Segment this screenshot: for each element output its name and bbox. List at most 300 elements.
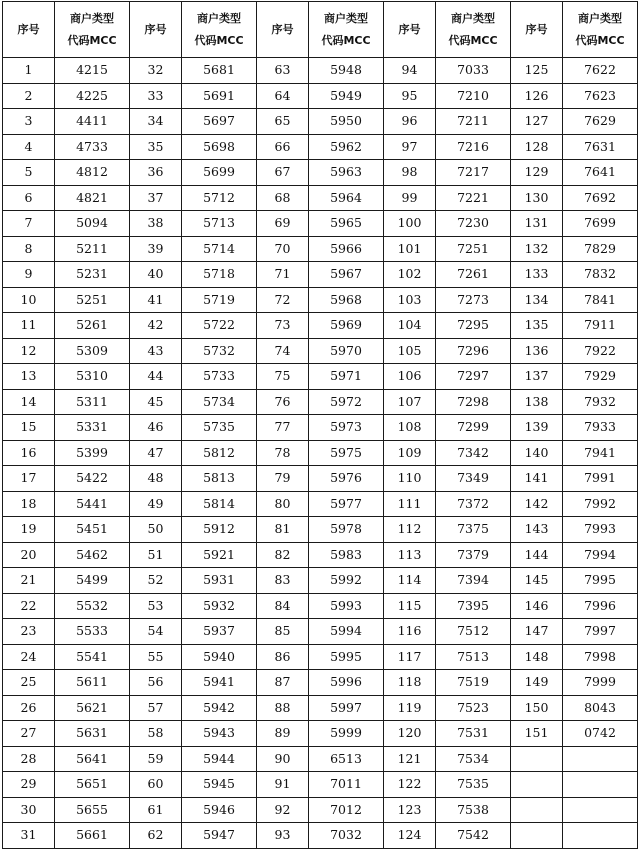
- mcc-code-cell: 7251: [436, 236, 511, 262]
- mcc-code-cell: 5094: [55, 211, 130, 237]
- mcc-code-cell: 5331: [55, 415, 130, 441]
- mcc-code-cell: 5661: [55, 823, 130, 849]
- seq-cell: 128: [511, 134, 563, 160]
- mcc-code-cell: 5655: [55, 797, 130, 823]
- seq-cell: 1: [3, 58, 55, 84]
- seq-cell: 23: [3, 619, 55, 645]
- seq-cell: 89: [257, 721, 309, 747]
- mcc-code-cell: 5975: [309, 440, 384, 466]
- seq-cell: 37: [130, 185, 182, 211]
- header-mcc-line2: 代码MCC: [67, 33, 117, 47]
- mcc-code-cell: 7011: [309, 772, 384, 798]
- mcc-code-cell: 7991: [563, 466, 638, 492]
- mcc-code-cell: 5611: [55, 670, 130, 696]
- seq-cell: 83: [257, 568, 309, 594]
- seq-cell: 104: [384, 313, 436, 339]
- table-row: [3, 415, 638, 441]
- seq-cell: 44: [130, 364, 182, 390]
- table-row: [3, 695, 638, 721]
- mcc-code-cell: 7033: [436, 58, 511, 84]
- seq-cell: 55: [130, 644, 182, 670]
- mcc-code-cell: 5735: [182, 415, 257, 441]
- table-row: [3, 440, 638, 466]
- mcc-code-cell: 7216: [436, 134, 511, 160]
- mcc-code-cell: 5541: [55, 644, 130, 670]
- seq-cell: 147: [511, 619, 563, 645]
- mcc-code-cell: 7523: [436, 695, 511, 721]
- mcc-code-cell: 5399: [55, 440, 130, 466]
- mcc-code-cell: 5714: [182, 236, 257, 262]
- mcc-code-cell: 7832: [563, 262, 638, 288]
- seq-cell: 85: [257, 619, 309, 645]
- mcc-code-cell: 5451: [55, 517, 130, 543]
- mcc-code-cell: 7297: [436, 364, 511, 390]
- table-row: [3, 772, 638, 798]
- seq-cell: 135: [511, 313, 563, 339]
- seq-cell: 76: [257, 389, 309, 415]
- seq-cell: 75: [257, 364, 309, 390]
- seq-cell: 110: [384, 466, 436, 492]
- mcc-code-cell: [563, 797, 638, 823]
- seq-cell: 64: [257, 83, 309, 109]
- seq-cell: 111: [384, 491, 436, 517]
- mcc-code-cell: 5310: [55, 364, 130, 390]
- table-row: [3, 58, 638, 84]
- mcc-code-cell: 5651: [55, 772, 130, 798]
- seq-cell: 48: [130, 466, 182, 492]
- header-mcc: [563, 2, 638, 58]
- seq-cell: 113: [384, 542, 436, 568]
- mcc-code-cell: 7217: [436, 160, 511, 186]
- mcc-code-cell: 5261: [55, 313, 130, 339]
- mcc-code-cell: 7210: [436, 83, 511, 109]
- seq-cell: 47: [130, 440, 182, 466]
- seq-cell: 11: [3, 313, 55, 339]
- seq-cell: 52: [130, 568, 182, 594]
- mcc-code-cell: 5978: [309, 517, 384, 543]
- seq-cell: 140: [511, 440, 563, 466]
- mcc-code-cell: 5641: [55, 746, 130, 772]
- seq-cell: 66: [257, 134, 309, 160]
- seq-cell: 71: [257, 262, 309, 288]
- mcc-code-cell: 7995: [563, 568, 638, 594]
- seq-cell: 27: [3, 721, 55, 747]
- table-row: [3, 364, 638, 390]
- seq-cell: 40: [130, 262, 182, 288]
- seq-cell: 29: [3, 772, 55, 798]
- seq-cell: 87: [257, 670, 309, 696]
- seq-cell: 91: [257, 772, 309, 798]
- mcc-code-cell: 7992: [563, 491, 638, 517]
- mcc-code-cell: 5983: [309, 542, 384, 568]
- seq-cell: 10: [3, 287, 55, 313]
- seq-cell: 58: [130, 721, 182, 747]
- seq-cell: 35: [130, 134, 182, 160]
- table-row: [3, 619, 638, 645]
- mcc-code-cell: 7631: [563, 134, 638, 160]
- seq-cell: 65: [257, 109, 309, 135]
- mcc-code-cell: 5973: [309, 415, 384, 441]
- seq-cell: 19: [3, 517, 55, 543]
- seq-cell: 81: [257, 517, 309, 543]
- mcc-code-cell: 7994: [563, 542, 638, 568]
- seq-cell: 149: [511, 670, 563, 696]
- mcc-code-cell: 7941: [563, 440, 638, 466]
- mcc-code-cell: 7641: [563, 160, 638, 186]
- seq-cell: 117: [384, 644, 436, 670]
- mcc-code-cell: 4812: [55, 160, 130, 186]
- mcc-code-cell: 5912: [182, 517, 257, 543]
- mcc-code-cell: 7296: [436, 338, 511, 364]
- seq-cell: 56: [130, 670, 182, 696]
- seq-cell: 43: [130, 338, 182, 364]
- mcc-code-cell: 5965: [309, 211, 384, 237]
- seq-cell: 134: [511, 287, 563, 313]
- mcc-code-cell: 7829: [563, 236, 638, 262]
- mcc-code-cell: 7933: [563, 415, 638, 441]
- mcc-code-cell: 7534: [436, 746, 511, 772]
- mcc-code-cell: 7342: [436, 440, 511, 466]
- seq-cell: 50: [130, 517, 182, 543]
- table-row: [3, 83, 638, 109]
- seq-cell: 22: [3, 593, 55, 619]
- mcc-code-cell: 7841: [563, 287, 638, 313]
- mcc-code-cell: 7211: [436, 109, 511, 135]
- mcc-code-cell: 7221: [436, 185, 511, 211]
- mcc-code-cell: 5719: [182, 287, 257, 313]
- mcc-code-cell: 5441: [55, 491, 130, 517]
- seq-cell: 88: [257, 695, 309, 721]
- seq-cell: 79: [257, 466, 309, 492]
- table-row: [3, 211, 638, 237]
- mcc-code-cell: 5722: [182, 313, 257, 339]
- seq-cell: 90: [257, 746, 309, 772]
- mcc-code-cell: 5963: [309, 160, 384, 186]
- mcc-code-cell: 5681: [182, 58, 257, 84]
- seq-cell: 80: [257, 491, 309, 517]
- seq-cell: 86: [257, 644, 309, 670]
- mcc-code-cell: 5813: [182, 466, 257, 492]
- table-row: [3, 262, 638, 288]
- mcc-code-cell: 5941: [182, 670, 257, 696]
- mcc-code-cell: 5962: [309, 134, 384, 160]
- seq-cell: 28: [3, 746, 55, 772]
- seq-cell: 4: [3, 134, 55, 160]
- seq-cell: 60: [130, 772, 182, 798]
- mcc-code-cell: 5814: [182, 491, 257, 517]
- seq-cell: 2: [3, 83, 55, 109]
- seq-cell: 5: [3, 160, 55, 186]
- mcc-code-cell: 5921: [182, 542, 257, 568]
- seq-cell: 12: [3, 338, 55, 364]
- mcc-code-cell: 5931: [182, 568, 257, 594]
- seq-cell: 112: [384, 517, 436, 543]
- seq-cell: 33: [130, 83, 182, 109]
- seq-cell: 108: [384, 415, 436, 441]
- seq-cell: 105: [384, 338, 436, 364]
- seq-cell: 77: [257, 415, 309, 441]
- seq-cell: 54: [130, 619, 182, 645]
- mcc-code-cell: 8043: [563, 695, 638, 721]
- header-row: [3, 2, 638, 58]
- table-body: [3, 58, 638, 849]
- seq-cell: 9: [3, 262, 55, 288]
- mcc-code-cell: 5231: [55, 262, 130, 288]
- seq-cell: 49: [130, 491, 182, 517]
- table-row: [3, 568, 638, 594]
- mcc-code-cell: 5970: [309, 338, 384, 364]
- seq-cell: 38: [130, 211, 182, 237]
- mcc-code-cell: 7273: [436, 287, 511, 313]
- seq-cell: 32: [130, 58, 182, 84]
- seq-cell: 102: [384, 262, 436, 288]
- table-row: [3, 134, 638, 160]
- mcc-code-cell: 5968: [309, 287, 384, 313]
- seq-cell: 144: [511, 542, 563, 568]
- seq-cell: 51: [130, 542, 182, 568]
- table-row: [3, 721, 638, 747]
- mcc-code-cell: 7295: [436, 313, 511, 339]
- mcc-code-cell: 5532: [55, 593, 130, 619]
- seq-cell: 41: [130, 287, 182, 313]
- seq-cell: 57: [130, 695, 182, 721]
- table-row: [3, 313, 638, 339]
- mcc-code-cell: 4821: [55, 185, 130, 211]
- seq-cell: 101: [384, 236, 436, 262]
- seq-cell: 93: [257, 823, 309, 849]
- seq-cell: 21: [3, 568, 55, 594]
- seq-cell: 69: [257, 211, 309, 237]
- mcc-code-cell: 7395: [436, 593, 511, 619]
- table-row: [3, 542, 638, 568]
- header-seq: 序号: [511, 2, 563, 58]
- seq-cell: 122: [384, 772, 436, 798]
- seq-cell: 99: [384, 185, 436, 211]
- table-row: [3, 338, 638, 364]
- table-row: [3, 797, 638, 823]
- seq-cell: 150: [511, 695, 563, 721]
- mcc-code-cell: 7230: [436, 211, 511, 237]
- mcc-code-cell: 7993: [563, 517, 638, 543]
- header-seq: 序号: [257, 2, 309, 58]
- mcc-code-cell: 4411: [55, 109, 130, 135]
- table-row: [3, 746, 638, 772]
- seq-cell: 68: [257, 185, 309, 211]
- seq-cell: 141: [511, 466, 563, 492]
- header-mcc-line2: 代码MCC: [194, 33, 244, 47]
- mcc-code-cell: 7999: [563, 670, 638, 696]
- mcc-code-cell: 5932: [182, 593, 257, 619]
- table-row: [3, 517, 638, 543]
- seq-cell: 145: [511, 568, 563, 594]
- table-row: [3, 644, 638, 670]
- seq-cell: 63: [257, 58, 309, 84]
- mcc-code-cell: 7929: [563, 364, 638, 390]
- seq-cell: 26: [3, 695, 55, 721]
- mcc-code-cell: 5713: [182, 211, 257, 237]
- mcc-code-cell: 7519: [436, 670, 511, 696]
- mcc-code-cell: 7531: [436, 721, 511, 747]
- seq-cell: 94: [384, 58, 436, 84]
- seq-cell: 106: [384, 364, 436, 390]
- mcc-code-cell: 5697: [182, 109, 257, 135]
- header-seq: 序号: [384, 2, 436, 58]
- mcc-code-cell: 5718: [182, 262, 257, 288]
- seq-cell: 120: [384, 721, 436, 747]
- table-row: [3, 160, 638, 186]
- seq-cell: 16: [3, 440, 55, 466]
- seq-cell: 107: [384, 389, 436, 415]
- table-row: [3, 466, 638, 492]
- seq-cell: 98: [384, 160, 436, 186]
- seq-cell: 13: [3, 364, 55, 390]
- seq-cell: 31: [3, 823, 55, 849]
- mcc-code-cell: 5311: [55, 389, 130, 415]
- mcc-code-cell: 5948: [309, 58, 384, 84]
- seq-cell: 109: [384, 440, 436, 466]
- seq-cell: 92: [257, 797, 309, 823]
- mcc-code-cell: 7996: [563, 593, 638, 619]
- seq-cell: 123: [384, 797, 436, 823]
- mcc-code-cell: 5994: [309, 619, 384, 645]
- mcc-code-cell: 7699: [563, 211, 638, 237]
- seq-cell: 131: [511, 211, 563, 237]
- seq-cell: 6: [3, 185, 55, 211]
- seq-cell: 139: [511, 415, 563, 441]
- seq-cell: 53: [130, 593, 182, 619]
- mcc-code-cell: 5969: [309, 313, 384, 339]
- seq-cell: 137: [511, 364, 563, 390]
- seq-cell: 114: [384, 568, 436, 594]
- seq-cell: 136: [511, 338, 563, 364]
- seq-cell: 115: [384, 593, 436, 619]
- mcc-code-cell: 7349: [436, 466, 511, 492]
- header-mcc-line1: 商户类型: [70, 11, 114, 25]
- seq-cell: 34: [130, 109, 182, 135]
- table-row: [3, 491, 638, 517]
- mcc-code-cell: 5812: [182, 440, 257, 466]
- header-mcc: [436, 2, 511, 58]
- header-mcc-line2: 代码MCC: [321, 33, 371, 47]
- seq-cell: 97: [384, 134, 436, 160]
- mcc-code-cell: 5946: [182, 797, 257, 823]
- mcc-code-cell: 5947: [182, 823, 257, 849]
- mcc-code-cell: 5976: [309, 466, 384, 492]
- mcc-code-cell: 7622: [563, 58, 638, 84]
- seq-cell: 74: [257, 338, 309, 364]
- seq-cell: 142: [511, 491, 563, 517]
- mcc-code-cell: 7538: [436, 797, 511, 823]
- header-mcc-line1: 商户类型: [197, 11, 241, 25]
- header-mcc: [55, 2, 130, 58]
- seq-cell: 143: [511, 517, 563, 543]
- seq-cell: 82: [257, 542, 309, 568]
- seq-cell: 73: [257, 313, 309, 339]
- header-mcc: [182, 2, 257, 58]
- mcc-code-cell: 5967: [309, 262, 384, 288]
- seq-cell: 25: [3, 670, 55, 696]
- mcc-code-cell: 7379: [436, 542, 511, 568]
- header-mcc-line2: 代码MCC: [448, 33, 498, 47]
- seq-cell: 151: [511, 721, 563, 747]
- seq-cell: 125: [511, 58, 563, 84]
- mcc-code-cell: 5733: [182, 364, 257, 390]
- seq-cell: 24: [3, 644, 55, 670]
- seq-cell: 126: [511, 83, 563, 109]
- table-row: [3, 389, 638, 415]
- table-row: [3, 185, 638, 211]
- mcc-code-cell: 7375: [436, 517, 511, 543]
- seq-cell: 17: [3, 466, 55, 492]
- seq-cell: 146: [511, 593, 563, 619]
- seq-cell: 45: [130, 389, 182, 415]
- mcc-code-cell: 7513: [436, 644, 511, 670]
- seq-cell: [511, 772, 563, 798]
- seq-cell: 100: [384, 211, 436, 237]
- seq-cell: 72: [257, 287, 309, 313]
- mcc-code-cell: 7299: [436, 415, 511, 441]
- mcc-code-cell: 5631: [55, 721, 130, 747]
- seq-cell: 84: [257, 593, 309, 619]
- mcc-code-cell: 7623: [563, 83, 638, 109]
- seq-cell: [511, 823, 563, 849]
- mcc-code-cell: 7394: [436, 568, 511, 594]
- seq-cell: 67: [257, 160, 309, 186]
- seq-cell: 132: [511, 236, 563, 262]
- header-mcc: [309, 2, 384, 58]
- mcc-code-cell: 7932: [563, 389, 638, 415]
- mcc-code-cell: 5499: [55, 568, 130, 594]
- mcc-code-cell: 5309: [55, 338, 130, 364]
- mcc-code-cell: 5972: [309, 389, 384, 415]
- mcc-code-cell: 5621: [55, 695, 130, 721]
- mcc-code-cell: 5533: [55, 619, 130, 645]
- seq-cell: 119: [384, 695, 436, 721]
- header-seq: 序号: [3, 2, 55, 58]
- mcc-code-cell: 5734: [182, 389, 257, 415]
- table-row: [3, 823, 638, 849]
- mcc-code-cell: 5942: [182, 695, 257, 721]
- seq-cell: 8: [3, 236, 55, 262]
- seq-cell: 59: [130, 746, 182, 772]
- seq-cell: [511, 797, 563, 823]
- mcc-code-cell: 7372: [436, 491, 511, 517]
- seq-cell: 46: [130, 415, 182, 441]
- seq-cell: 118: [384, 670, 436, 696]
- seq-cell: 129: [511, 160, 563, 186]
- mcc-code-cell: 5211: [55, 236, 130, 262]
- seq-cell: 138: [511, 389, 563, 415]
- mcc-code-cell: 5992: [309, 568, 384, 594]
- mcc-code-cell: 4225: [55, 83, 130, 109]
- mcc-code-cell: 0742: [563, 721, 638, 747]
- mcc-code-cell: 5422: [55, 466, 130, 492]
- mcc-code-cell: 7911: [563, 313, 638, 339]
- mcc-code-cell: [563, 823, 638, 849]
- seq-cell: 70: [257, 236, 309, 262]
- mcc-code-cell: 5997: [309, 695, 384, 721]
- mcc-code-cell: 7261: [436, 262, 511, 288]
- mcc-code-cell: 7998: [563, 644, 638, 670]
- mcc-code-cell: 7997: [563, 619, 638, 645]
- seq-cell: 20: [3, 542, 55, 568]
- seq-cell: 133: [511, 262, 563, 288]
- mcc-code-cell: 5251: [55, 287, 130, 313]
- seq-cell: 148: [511, 644, 563, 670]
- seq-cell: 18: [3, 491, 55, 517]
- seq-cell: 42: [130, 313, 182, 339]
- header-mcc-line1: 商户类型: [578, 11, 622, 25]
